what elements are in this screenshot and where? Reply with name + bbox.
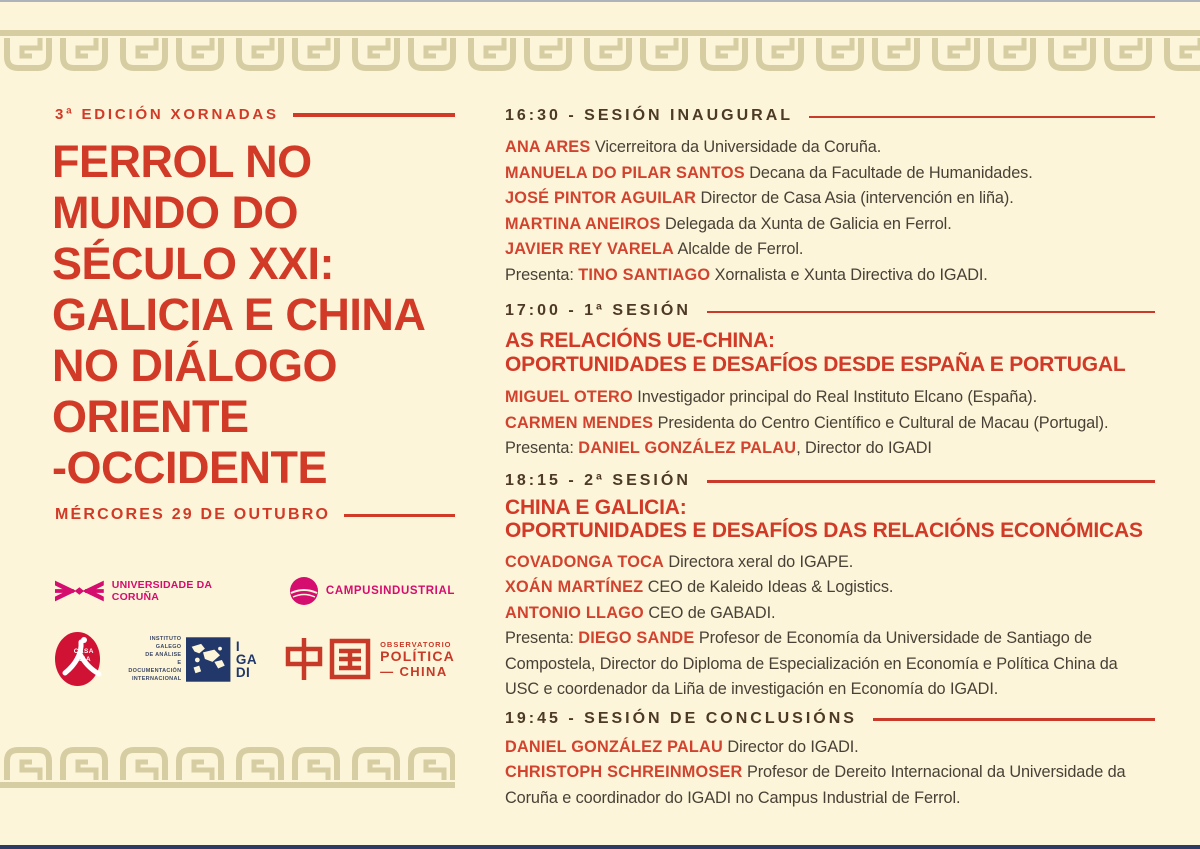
speaker-line: DANIEL GONZÁLEZ PALAU Director do IGADI.	[505, 737, 859, 756]
session-inaugural	[505, 107, 1155, 288]
igadi-letters	[236, 640, 257, 679]
presenter-line: Presenta: DIEGO SANDE Profesor de Economía da Universidade de Santiago de Compostela, Director do Diploma de Especialización en Economía e Política China da USC e coordenador da Liña de investigación en Economía do IGADI.	[505, 629, 1118, 698]
session-conclusions	[505, 710, 1155, 812]
casa-asia-label	[74, 648, 94, 663]
logo-igadi	[126, 635, 257, 683]
campus-industrial-label: CAMPUSINDUSTRIAL	[325, 585, 455, 597]
session-header	[505, 472, 1155, 490]
session-title-line: CHINA E GALICIA:	[505, 495, 687, 519]
casa-asia-line2: ASIA	[73, 655, 91, 663]
speaker-line: MIGUEL OTERO Investigador principal do Real Instituto Elcano (España).	[505, 388, 1038, 406]
speaker-line: MANUELA DO PILAR SANTOS Decana da Facultade de Humanidades.	[505, 163, 1033, 182]
programme-column	[505, 107, 1155, 811]
igadi-line: INSTITUTO	[149, 636, 182, 642]
speaker-line: ANA ARES Vicerreitora da Universidade da Coruña.	[505, 138, 882, 156]
opch-line3: — CHINA	[380, 663, 448, 679]
igadi-worldmap-icon	[186, 636, 230, 683]
logos-row-1	[55, 576, 455, 606]
session-title-line: OPORTUNIDADES E DESAFÍOS DESDE ESPAÑA E PORTUGAL	[505, 352, 1126, 376]
speaker-line: CHRISTOPH SCHREINMOSER Profesor de Dereito Internacional da Universidade da Coruña e coordinador do IGADI no Campus Industrial de Ferrol.	[505, 763, 1126, 807]
date-rule	[344, 514, 455, 518]
bottom-edge-bar	[0, 845, 1200, 849]
igadi-letter: GA	[235, 651, 258, 667]
title-line: SÉCULO XXI:	[52, 238, 335, 289]
session-header	[505, 302, 1155, 320]
campus-industrial-logo-icon	[289, 576, 319, 606]
speaker-list	[505, 735, 1155, 812]
logo-universidade-da-coruna	[55, 576, 253, 606]
edition-row	[55, 106, 455, 123]
speaker-line: COVADONGA TOCA Directora xeral do IGAPE.	[505, 552, 854, 571]
chinese-scroll-border-bottom-icon	[0, 740, 455, 788]
speaker-line: ANTONIO LLAGO CEO de GABADI.	[505, 603, 776, 622]
speaker-line: CARMEN MENDES Presidenta do Centro Científico e Cultural de Macau (Portugal).	[505, 413, 1109, 432]
opch-label	[380, 640, 455, 679]
session-2	[505, 472, 1155, 703]
session-title	[505, 496, 1155, 543]
session-1	[505, 302, 1155, 462]
igadi-line: E DOCUMENTACIÓN	[128, 660, 182, 674]
poster-title	[52, 136, 455, 493]
title-line: NO DIÁLOGO	[52, 340, 337, 391]
title-line: ORIENTE	[52, 391, 249, 442]
speaker-list	[505, 550, 1155, 703]
zhongguo-hanzi-icon	[283, 636, 371, 682]
igadi-subtitle-lines	[126, 635, 182, 683]
casa-asia-line1: CASA	[73, 648, 94, 655]
session-title-line: AS RELACIÓNS UE-CHINA:	[505, 329, 775, 352]
session-rule	[707, 311, 1155, 314]
logo-campus-industrial	[289, 576, 455, 606]
event-date: MÉRCORES 29 DE OUTUBRO	[55, 506, 331, 523]
igadi-letter: DI	[235, 664, 251, 680]
edition-label: 3ª EDICIÓN XORNADAS	[55, 106, 279, 123]
title-line: FERROL NO	[52, 136, 312, 187]
speaker-list	[505, 135, 1155, 288]
session-time-label: 19:45 - SESIÓN DE CONCLUSIÓNS	[505, 709, 857, 727]
title-line: GALICIA E CHINA	[52, 289, 426, 340]
logo-casa-asia	[55, 632, 100, 686]
session-header	[505, 710, 1155, 728]
opch-line1: OBSERVATORIO	[380, 639, 452, 649]
speaker-line: MARTINA ANEIROS Delegada da Xunta de Galicia en Ferrol.	[505, 214, 952, 233]
presenter-line: Presenta: DANIEL GONZÁLEZ PALAU, Director do IGADI	[505, 439, 932, 457]
session-time-label: 18:15 - 2ª SESIÓN	[505, 471, 691, 489]
left-column	[52, 106, 455, 686]
logos-row-2	[55, 632, 455, 686]
session-title	[505, 329, 1155, 376]
session-time-label: 17:00 - 1ª SESIÓN	[505, 302, 691, 319]
udc-logo-icon	[55, 576, 104, 606]
title-line: -OCCIDENTE	[52, 442, 327, 493]
igadi-line: INTERNACIONAL	[131, 676, 182, 682]
session-title-line: OPORTUNIDADES E DESAFÍOS DAS RELACIÓNS ECONÓMICAS	[505, 519, 1143, 542]
igadi-line: GALEGO	[155, 644, 182, 650]
presenter-line: Presenta: TINO SANTIAGO Xornalista e Xunta Directiva do IGADI.	[505, 265, 988, 284]
date-row	[55, 506, 455, 524]
speaker-line: JAVIER REY VARELA Alcalde de Ferrol.	[505, 240, 804, 258]
speaker-line: JOSÉ PINTOR AGUILAR Director de Casa Asia (intervención en liña).	[505, 189, 1014, 207]
session-rule	[873, 718, 1155, 721]
session-header	[505, 107, 1155, 125]
opch-line2: POLÍTICA	[380, 647, 455, 664]
logo-observatorio-politica-china	[283, 636, 455, 682]
speaker-list	[505, 385, 1155, 462]
igadi-letter: I	[235, 638, 241, 654]
edition-rule	[293, 113, 455, 117]
title-line: MUNDO DO	[52, 187, 298, 238]
chinese-scroll-border-top-icon	[0, 30, 1200, 78]
session-rule	[707, 480, 1155, 483]
speaker-line: XOÁN MARTÍNEZ CEO de Kaleido Ideas & Logistics.	[505, 578, 894, 596]
igadi-line: DE ANÁLISE	[145, 652, 182, 658]
session-time-label: 16:30 - SESIÓN INAUGURAL	[505, 107, 794, 124]
session-rule	[809, 116, 1155, 119]
udc-label: UNIVERSIDADE DA CORUÑA	[111, 579, 212, 603]
top-edge-line	[0, 0, 1200, 2]
